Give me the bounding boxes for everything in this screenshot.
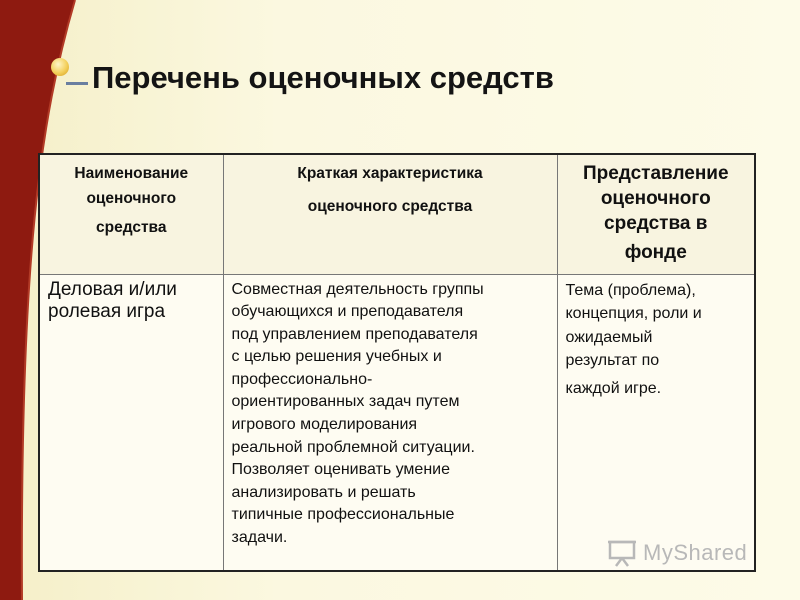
header-description: Краткая характеристика оценочного средства xyxy=(223,154,557,274)
cell-representation: Тема (проблема), концепция, роли и ожидаемый результат по каждой игре. xyxy=(557,274,755,571)
title-dash-icon xyxy=(66,82,88,85)
header-name: Наименование оценочного средства xyxy=(39,154,223,274)
cell-description: Совместная деятельность группы обучающихся и преподавателя под управлением преподавателя с целью решения учебных и профессионально- ориентированных задач путем игрового моделирования реальной проблемной ситуации. Позволяет оценивать умение анализировать и решать типичные профессиональные задачи. xyxy=(223,274,557,571)
assessment-table xyxy=(38,153,756,572)
header-representation: Представление оценочного средства в фонде xyxy=(557,154,755,274)
cell-name: Деловая и/или ролевая игра xyxy=(39,274,223,571)
table-header-row xyxy=(39,154,755,274)
title-bullet-icon xyxy=(51,58,69,76)
slide-title: Перечень оценочных средств xyxy=(92,60,554,95)
table-row xyxy=(39,274,755,571)
watermark-text: MyShared xyxy=(643,540,748,565)
watermark xyxy=(607,538,747,568)
presentation-board-icon xyxy=(607,538,637,568)
